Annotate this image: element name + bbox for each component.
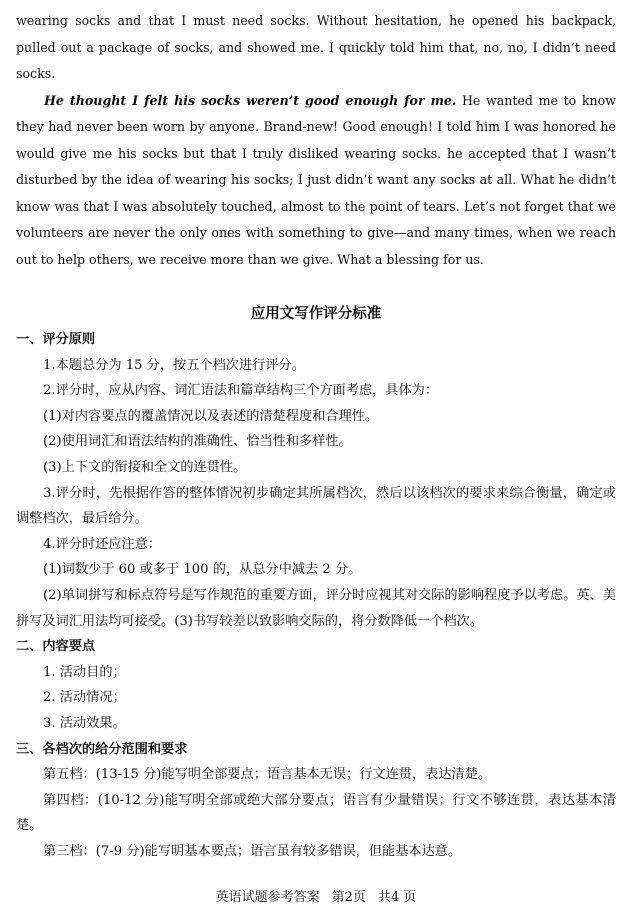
grade-level-3: 第三档：(7-9 分)能写明基本要点；语言虽有较多错误，但能基本达意。: [43, 843, 462, 859]
footer-total-pages: 共4 页: [377, 890, 417, 905]
principle-4: 4.评分时还应注意：: [43, 536, 162, 552]
heading-content-points: 二、内容要点: [16, 639, 96, 655]
heading-grade-levels: 三、各档次的给分范围和要求: [16, 741, 188, 757]
principle-2-item-3: (3)上下文的衔接和全文的连贯性。: [43, 459, 247, 475]
scoring-criteria: [16, 327, 616, 864]
principle-4-item-2: (2)单词拼写和标点符号是写作规范的重要方面，评分时应视其对交际的影响程度予以考虑。英、美拼写及词汇用法均可接受。(3)书写较差以致影响交际的，将分数降低一个档次。: [16, 587, 616, 629]
english-passage: [16, 8, 616, 273]
passage-paragraph-1: wearing socks and that I must need socks. Without hesitation, he opened his backpack, pulled out a package of socks, and showed me. I quickly told him that, no, no, I didn’t need socks.: [16, 13, 616, 81]
principle-3: 3.评分时，先根据作答的整体情况初步确定其所属档次，然后以该档次的要求来综合衡量，确定或调整档次，最后给分。: [16, 485, 616, 527]
section-title: 应用文写作评分标准: [250, 305, 382, 322]
footer-page-number: 第2页: [331, 890, 366, 905]
content-point-1: 1. 活动目的；: [43, 664, 126, 680]
highlighted-sentence: He thought I felt his socks weren’t good enough for me.: [44, 92, 457, 108]
content-point-2: 2. 活动情况；: [43, 690, 126, 706]
principle-1: 1.本题总分为 15 分，按五个档次进行评分。: [43, 357, 305, 373]
principle-2-item-2: (2)使用词汇和语法结构的准确性、恰当性和多样性。: [43, 434, 352, 450]
heading-scoring-principles: 一、评分原则: [16, 332, 96, 347]
passage-paragraph-2: [16, 88, 616, 274]
page-footer: [0, 888, 632, 908]
grade-level-5: 第五档：(13-15 分)能写明全部要点；语言基本无误；行文连贯，表达清楚。: [43, 767, 492, 783]
grade-level-4: 第四档：(10-12 分)能写明全部或绝大部分要点；语言有少量错误；行文不够连贯，表达基本清楚。: [16, 792, 616, 834]
principle-2: 2.评分时，应从内容、词汇语法和篇章结构三个方面考虑，具体为：: [43, 383, 439, 399]
principle-4-item-1: (1)词数少于 60 或多于 100 的，从总分中减去 2 分。: [43, 562, 362, 578]
paragraph-2-text: He wanted me to know they had never been worn by anyone. Brand-new! Good enough! I told him I was honored he would give me his socks but that I truly disliked wearing socks. he accepted that I wasn’t disturbed by the idea of wearing his socks; I just didn’t want any socks at all. What he didn’t know was that I was absolutely touched, almost to the point of tears. Let’s not forget that we volunteers are never the only ones with something to give—and many times, when we reach out to help others, we receive more than we give. What a blessing for us.: [16, 92, 616, 267]
footer-doc-name: 英语试题参考答案: [215, 890, 320, 905]
principle-2-item-1: (1)对内容要点的覆盖情况以及表述的清楚程度和合理性。: [43, 408, 379, 424]
content-point-3: 3. 活动效果。: [43, 715, 126, 731]
